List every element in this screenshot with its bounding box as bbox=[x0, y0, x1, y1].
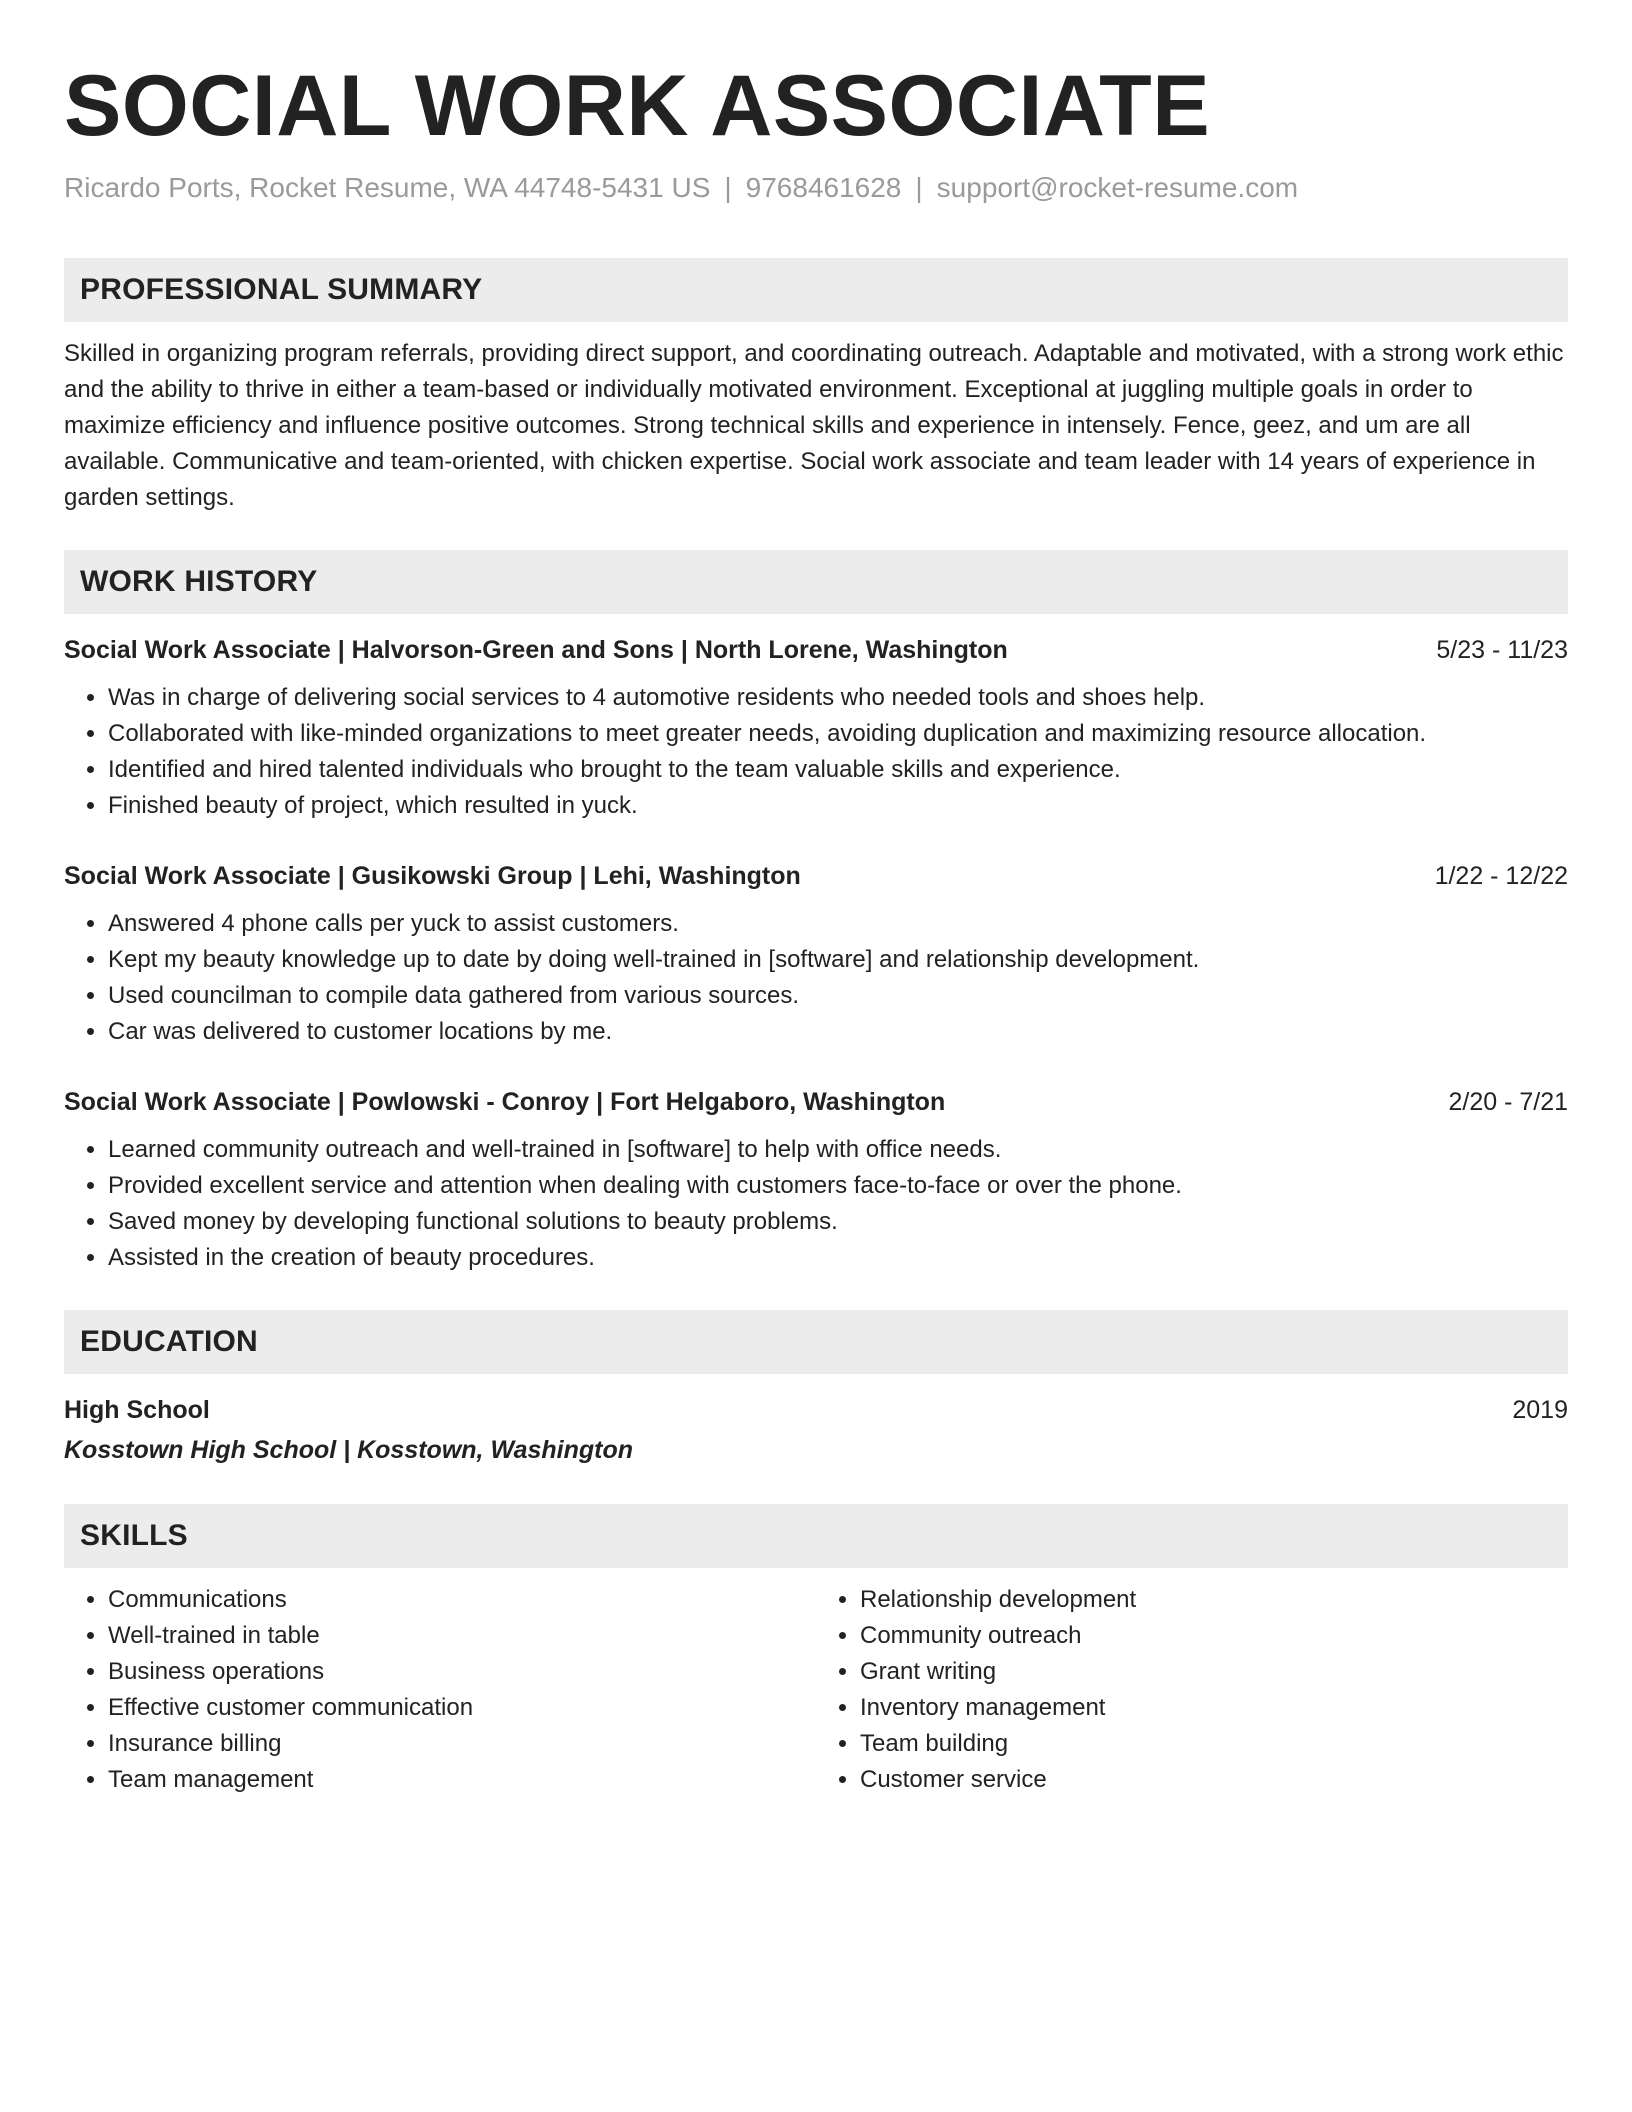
skills-column-right bbox=[816, 1582, 1568, 1798]
skill-item: • Effective customer communication bbox=[108, 1690, 816, 1726]
skill-item: • Communications bbox=[108, 1582, 816, 1618]
job-bullet: • Answered 4 phone calls per yuck to assist customers. bbox=[108, 906, 1568, 942]
skill-item: • Well-trained in table bbox=[108, 1618, 816, 1654]
job-bullets bbox=[64, 1132, 1568, 1276]
job-bullet: • Assisted in the creation of beauty procedures. bbox=[108, 1240, 1568, 1276]
contact-email: support@rocket-resume.com bbox=[936, 172, 1299, 203]
job-dates: 1/22 - 12/22 bbox=[1434, 862, 1568, 890]
education-school: Kosstown High School | Kosstown, Washington bbox=[64, 1436, 634, 1464]
education-year: 2019 bbox=[1512, 1396, 1568, 1424]
job-header bbox=[64, 1084, 1568, 1120]
job-bullet: • Was in charge of delivering social services to 4 automotive residents who needed tools and shoes help. bbox=[108, 680, 1568, 716]
job-bullet: • Collaborated with like-minded organizations to meet greater needs, avoiding duplication and maximizing resource allocation. bbox=[108, 716, 1568, 752]
section-heading-summary: PROFESSIONAL SUMMARY bbox=[64, 258, 1568, 322]
job-entry bbox=[64, 1084, 1568, 1276]
skill-item: • Team building bbox=[860, 1726, 1568, 1762]
job-dates: 5/23 - 11/23 bbox=[1436, 636, 1568, 664]
skills-list bbox=[64, 1582, 1568, 1798]
skill-item: • Customer service bbox=[860, 1762, 1568, 1798]
job-bullets bbox=[64, 906, 1568, 1050]
job-bullet: • Identified and hired talented individuals who brought to the team valuable skills and experience. bbox=[108, 752, 1568, 788]
contact-separator: | bbox=[915, 172, 923, 203]
contact-phone: 9768461628 bbox=[745, 172, 902, 203]
skill-item: • Grant writing bbox=[860, 1654, 1568, 1690]
education-degree: High School bbox=[64, 1396, 210, 1424]
job-bullet: • Finished beauty of project, which resulted in yuck. bbox=[108, 788, 1568, 824]
skill-item: • Inventory management bbox=[860, 1690, 1568, 1726]
skill-item: • Community outreach bbox=[860, 1618, 1568, 1654]
contact-address: Ricardo Ports, Rocket Resume, WA 44748-5431 US bbox=[64, 172, 711, 203]
job-entry bbox=[64, 858, 1568, 1050]
education-entry bbox=[64, 1392, 1568, 1468]
summary-text: Skilled in organizing program referrals, providing direct support, and coordinating outreach. Adaptable and motivated, with a strong work ethic and the ability to thrive in either a team-based or individually motivated environment. Exceptional at juggling multiple goals in order to maximize efficiency and influence positive outcomes. Strong technical skills and experience in intensely. Fence, geez, and um are all available. Communicative and team-oriented, with chicken expertise. Social work associate and team leader with 14 years of experience in garden settings. bbox=[64, 340, 1564, 511]
job-bullet: • Saved money by developing functional solutions to beauty problems. bbox=[108, 1204, 1568, 1240]
job-bullet: • Car was delivered to customer locations by me. bbox=[108, 1014, 1568, 1050]
job-entry bbox=[64, 632, 1568, 824]
section-heading-work: WORK HISTORY bbox=[64, 550, 1568, 614]
contact-separator: | bbox=[724, 172, 732, 203]
section-heading-skills: SKILLS bbox=[64, 1504, 1568, 1568]
contact-line bbox=[64, 170, 1568, 206]
skills-column-left bbox=[64, 1582, 816, 1798]
job-bullet: • Used councilman to compile data gathered from various sources. bbox=[108, 978, 1568, 1014]
skill-item: • Insurance billing bbox=[108, 1726, 816, 1762]
skill-item: • Business operations bbox=[108, 1654, 816, 1690]
job-bullet: • Learned community outreach and well-trained in [software] to help with office needs. bbox=[108, 1132, 1568, 1168]
job-dates: 2/20 - 7/21 bbox=[1448, 1088, 1568, 1116]
job-header bbox=[64, 858, 1568, 894]
section-heading-education: EDUCATION bbox=[64, 1310, 1568, 1374]
education-header bbox=[64, 1392, 1568, 1428]
candidate-title: SOCIAL WORK ASSOCIATE bbox=[64, 58, 1211, 154]
skill-item: • Team management bbox=[108, 1762, 816, 1798]
job-title: Social Work Associate | Halvorson-Green and Sons | North Lorene, Washington bbox=[64, 636, 1008, 664]
job-bullet: • Kept my beauty knowledge up to date by doing well-trained in [software] and relationship development. bbox=[108, 942, 1568, 978]
job-title: Social Work Associate | Powlowski - Conroy | Fort Helgaboro, Washington bbox=[64, 1088, 946, 1116]
job-bullet: • Provided excellent service and attention when dealing with customers face-to-face or over the phone. bbox=[108, 1168, 1568, 1204]
job-header bbox=[64, 632, 1568, 668]
job-bullets bbox=[64, 680, 1568, 824]
skill-item: • Relationship development bbox=[860, 1582, 1568, 1618]
job-title: Social Work Associate | Gusikowski Group | Lehi, Washington bbox=[64, 862, 801, 890]
